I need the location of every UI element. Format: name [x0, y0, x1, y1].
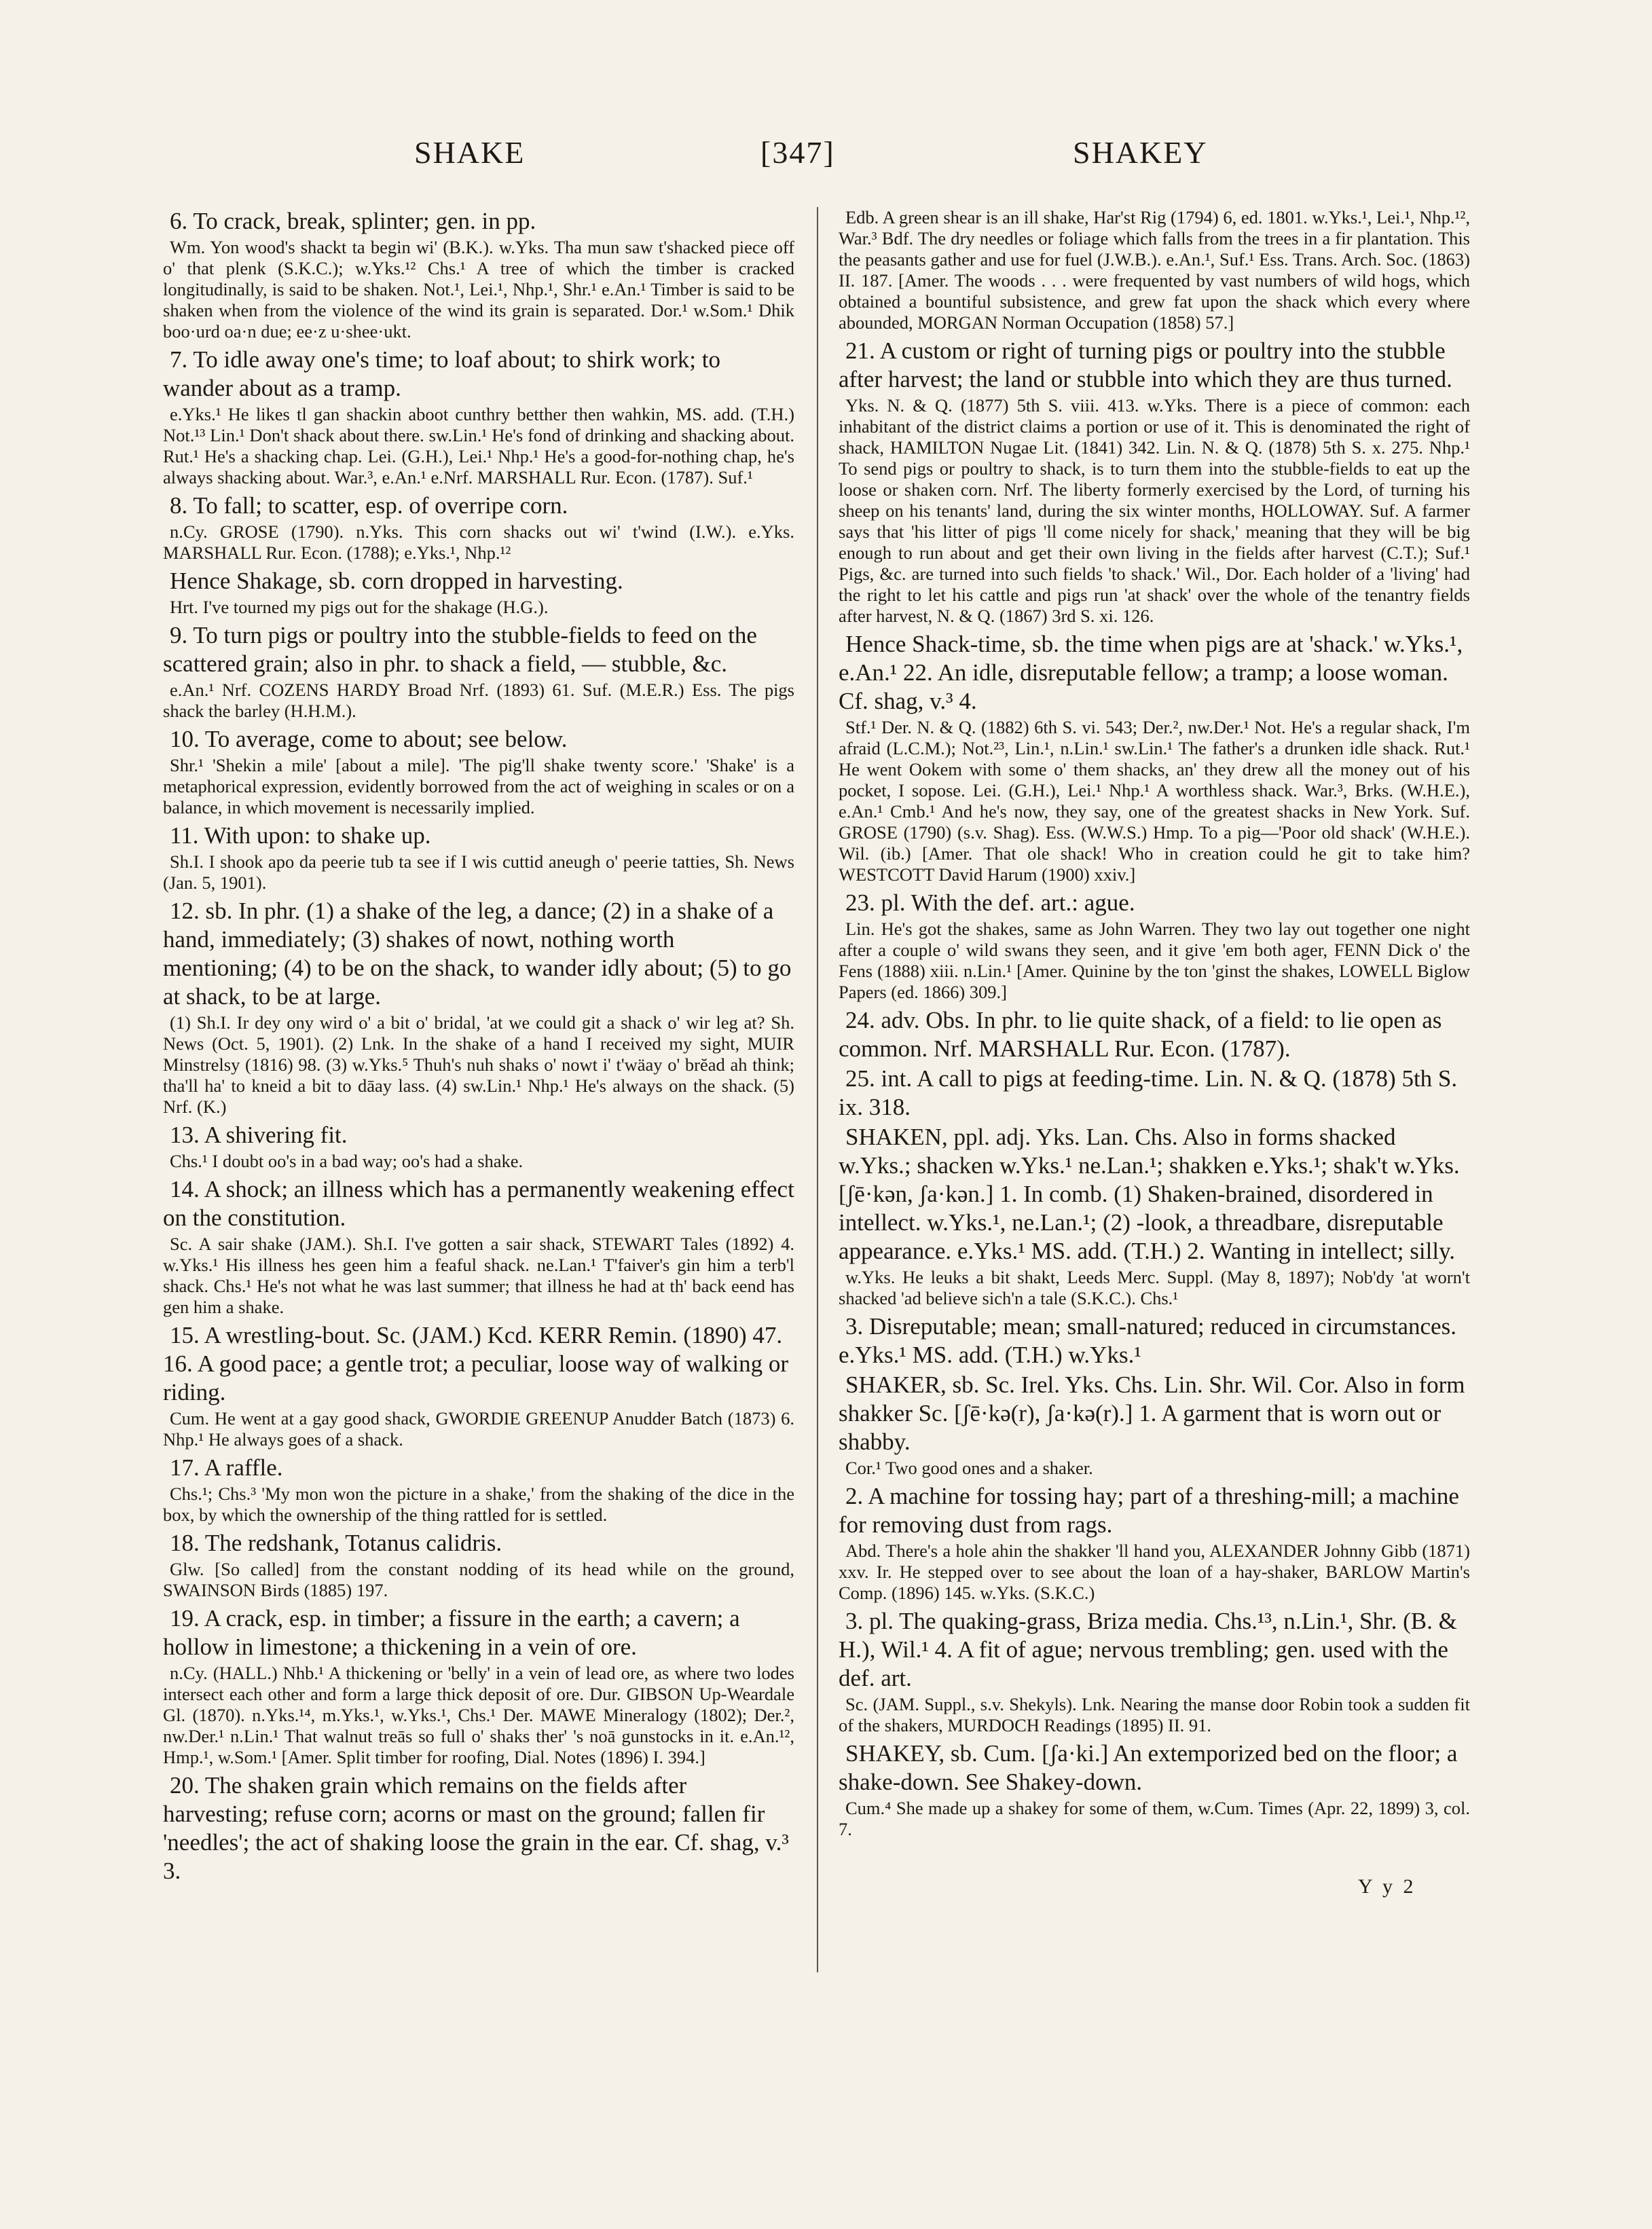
sense-paragraph: 19. A crack, esp. in timber; a fissure in the earth; a cavern; a hollow in limestone; a thickening in a vein of ore.: [163, 1605, 740, 1660]
sense-paragraph: 10. To average, come to about; see below.: [170, 726, 568, 752]
page-header: [0, 134, 1652, 189]
citation-paragraph: (1) Sh.I. Ir dey ony wird o' a bit o' bridal, 'at we could git a shack o' wir leg at? Sh. News (Oct. 5, 1901). (2) Lnk. In the shake of a hand I received my sight, MUIR Minstrelsy (1816) 98. (3) w.Yks.⁵ Thuh's nuh shaks o' nowt i' t'wäay o' brĕad ah think; tha'll ha' to kneid a bit to dāay lass. (4) sw.Lin.¹ Nhp.¹ He's always on the shack. (5) Nrf. (K.): [163, 1012, 794, 1117]
sense-paragraph: 15. A wrestling-bout. Sc. (JAM.) Kcd. KERR Remin. (1890) 47. 16. A good pace; a gentle trot; a peculiar, loose way of walking or riding.: [163, 1322, 788, 1405]
sense-paragraph: 23. pl. With the def. art.: ague.: [845, 889, 1135, 916]
left-column: [163, 207, 794, 2122]
sense-paragraph: 20. The shaken grain which remains on the fields after harvesting; refuse corn; acorns or mast on the ground; fallen fir 'needles'; the act of shaking loose the grain in the ear. Cf. shag, v.³ 3.: [163, 1772, 789, 1884]
page-number: [347]: [760, 135, 835, 170]
citation-paragraph: n.Cy. (HALL.) Nhb.¹ A thickening or 'belly' in a vein of lead ore, as where two lodes intersect each other and form a large thick deposit of ore. Dur. GIBSON Up-Weardale Gl. (1870). n.Yks.¹⁴, m.Yks.¹, w.Yks.¹, Chs.¹ Der. MAWE Mineralogy (1802); Der.², nw.Der.¹ n.Lin.¹ That walnut treās so full o' shaks ther' 's noā gunstocks in it. e.An.¹², Hmp.¹, w.Som.¹ [Amer. Split timber for roofing, Dial. Notes (1896) I. 394.]: [163, 1663, 794, 1767]
sense-paragraph: 9. To turn pigs or poultry into the stubble-fields to feed on the scattered grain; also in phr. to shack a field, — stubble, &c.: [163, 622, 757, 677]
citation-paragraph: Chs.¹ I doubt oo's in a bad way; oo's had a shake.: [170, 1151, 524, 1171]
citation-paragraph: Chs.¹; Chs.³ 'My mon won the picture in a shake,' from the shaking of the dice in the box, by which the ownership of the thing rattled for is settled.: [163, 1484, 794, 1525]
citation-paragraph: Cum.⁴ She made up a shakey for some of them, w.Cum. Times (Apr. 22, 1899) 3, col. 7.: [839, 1798, 1470, 1839]
citation-paragraph: Sc. A sair shake (JAM.). Sh.I. I've gotten a sair shack, STEWART Tales (1892) 4. w.Yks.¹ His illness hes geen him a feaful shack. ne.Lan.¹ T'faiver's gin him a terb'l shack. Chs.¹ He's not what he was last summer; that illness he had at th' back eend has gen him a shake.: [163, 1234, 794, 1317]
dictionary-columns: [163, 207, 1470, 2122]
citation-paragraph: Sc. (JAM. Suppl., s.v. Shekyls). Lnk. Nearing the manse door Robin took a sudden fit of the shakers, MURDOCH Readings (1895) II. 91.: [839, 1694, 1470, 1735]
citation-paragraph: Wm. Yon wood's shackt ta begin wi' (B.K.). w.Yks. Tha mun saw t'shacked piece off o' that plenk (S.K.C.); w.Yks.¹² Chs.¹ A tree of which the timber is cracked longitudinally, is said to be shaken. Not.¹, Lei.¹, Nhp.¹, Shr.¹ e.An.¹ Timber is said to be shaken when from the violence of the wind its grain is separated. Dor.¹ w.Som.¹ Dhik boo·urd oa·n due; ee·z u·shee·ukt.: [163, 237, 794, 342]
sense-paragraph: 2. A machine for tossing hay; part of a threshing-mill; a machine for removing dust from rags.: [839, 1483, 1459, 1538]
sense-paragraph: 24. adv. Obs. In phr. to lie quite shack, of a field: to lie open as common. Nrf. MARSHALL Rur. Econ. (1787).: [839, 1007, 1442, 1062]
citation-paragraph: Edb. A green shear is an ill shake, Har'st Rig (1794) 6, ed. 1801. w.Yks.¹, Lei.¹, Nhp.¹², War.³ Bdf. The dry needles or foliage which falls from the trees in a fir plantation. This the peasants gather and use for fuel (J.W.B.). e.An.¹, Suf.¹ Ess. Trans. Arch. Soc. (1863) II. 187. [Amer. The woods . . . were frequented by vast numbers of wild hogs, which obtained a bountiful subsistence, and grew fat upon the shack which every where abounded, MORGAN Norman Occupation (1858) 57.]: [839, 207, 1470, 333]
citation-paragraph: Shr.¹ 'Shekin a mile' [about a mile]. 'The pig'll shake twenty score.' 'Shake' is a metaphorical expression, evidently borrowed from the act of weighing in scales or on a balance, in which movement is necessarily implied.: [163, 755, 794, 817]
citation-paragraph: Sh.I. I shook apo da peerie tub ta see if I wis cuttid aneugh o' peerie tatties, Sh. News (Jan. 5, 1901).: [163, 851, 794, 893]
sense-paragraph: 7. To idle away one's time; to loaf about; to shirk work; to wander about as a tramp.: [163, 346, 720, 401]
headword-entry: SHAKEY, sb. Cum. [ʃa·ki.] An extemporized bed on the floor; a shake-down. See Shakey-down.: [839, 1740, 1458, 1795]
citation-paragraph: Abd. There's a hole ahin the shakker 'll hand you, ALEXANDER Johnny Gibb (1871) xxv. Ir. He stepped over to see about the loan of a hay-shaker, BARLOW Martin's Comp. (1896) 145. w.Yks. (S.K.C.): [839, 1541, 1470, 1603]
citation-paragraph: e.Yks.¹ He likes tl gan shackin aboot cunthry betther then wahkin, MS. add. (T.H.) Not.¹³ Lin.¹ Don't shack about there. sw.Lin.¹ He's fond of drinking and shacking about. Rut.¹ He's a shacking chap. Lei. (G.H.), Lei.¹ Nhp.¹ He's a good-for-nothing chap, he's always shacking about. War.³, e.An.¹ e.Nrf. MARSHALL Rur. Econ. (1787). Suf.¹: [163, 404, 794, 487]
sense-paragraph: 3. pl. The quaking-grass, Briza media. Chs.¹³, n.Lin.¹, Shr. (B. & H.), Wil.¹ 4. A fit of ague; nervous trembling; gen. used with the def. art.: [839, 1608, 1457, 1691]
running-headword-left: SHAKE: [414, 135, 526, 170]
sense-paragraph: 11. With upon: to shake up.: [170, 822, 431, 849]
citation-paragraph: Stf.¹ Der. N. & Q. (1882) 6th S. vi. 543; Der.², nw.Der.¹ Not. He's a regular shack, I'm afraid (L.C.M.); Not.²³, Lin.¹, n.Lin.¹ sw.Lin.¹ The father's a drunken idle shack. Rut.¹ He went Ookem with some o' them shacks, an' they drew all the money out of his pocket, I sopose. Lei. (G.H.), Lei.¹ Nhp.¹ A worthless shack. War.³, Brks. (W.H.E.), e.An.¹ Cmb.¹ And he's now, they say, one of the greatest shacks in New York. Suf. GROSE (1790) (s.v. Shag). Ess. (W.W.S.) Hmp. To a pig—'Poor old shack' (W.H.E.). Wil. (ib.) [Amer. That ole shack! Who in creation could he git to take him? WESTCOTT David Harum (1900) xxiv.]: [839, 717, 1470, 885]
citation-paragraph: n.Cy. GROSE (1790). n.Yks. This corn shacks out wi' t'wind (I.W.). e.Yks. MARSHALL Rur. Econ. (1788); e.Yks.¹, Nhp.¹²: [163, 521, 794, 563]
right-column: [839, 207, 1470, 2122]
sense-paragraph: Hence Shack-time, sb. the time when pigs are at 'shack.' w.Yks.¹, e.An.¹ 22. An idle, disreputable fellow; a tramp; a loose woman. Cf. shag, v.³ 4.: [839, 631, 1463, 714]
sense-paragraph: 3. Disreputable; mean; small-natured; reduced in circumstances. e.Yks.¹ MS. add. (T.H.) w.Yks.¹: [839, 1313, 1456, 1368]
citation-paragraph: Cum. He went at a gay good shack, GWORDIE GREENUP Anudder Batch (1873) 6. Nhp.¹ He always goes of a shack.: [163, 1408, 794, 1450]
citation-paragraph: Hrt. I've tourned my pigs out for the shakage (H.G.).: [170, 597, 549, 617]
sense-paragraph: 17. A raffle.: [170, 1454, 283, 1481]
sense-paragraph: 25. int. A call to pigs at feeding-time. Lin. N. & Q. (1878) 5th S. ix. 318.: [839, 1065, 1458, 1120]
sense-paragraph: 13. A shivering fit.: [170, 1122, 348, 1148]
running-headword-right: SHAKEY: [1073, 135, 1208, 170]
sense-paragraph: 6. To crack, break, splinter; gen. in pp.: [170, 208, 536, 234]
headword-entry: SHAKEN, ppl. adj. Yks. Lan. Chs. Also in forms shacked w.Yks.; shacken w.Yks.¹ ne.Lan.¹; shakken e.Yks.¹; shak't w.Yks. [ʃē·kən, ʃa·kən.] 1. In comb. (1) Shaken-brained, disordered in intellect. w.Yks.¹, ne.Lan.¹; (2) -look, a threadbare, disreputable appearance. e.Yks.¹ MS. add. (T.H.) 2. Wanting in intellect; silly.: [839, 1124, 1460, 1264]
sense-paragraph: 14. A shock; an illness which has a permanently weakening effect on the constitution.: [163, 1176, 794, 1231]
citation-paragraph: e.An.¹ Nrf. COZENS HARDY Broad Nrf. (1893) 61. Suf. (M.E.R.) Ess. The pigs shack the barley (H.H.M.).: [163, 680, 794, 721]
sense-paragraph: 21. A custom or right of turning pigs or poultry into the stubble after harvest; the land or stubble into which they are thus turned.: [839, 337, 1452, 392]
citation-paragraph: Cor.¹ Two good ones and a shaker.: [845, 1458, 1093, 1478]
citation-paragraph: Lin. He's got the shakes, same as John Warren. They two lay out together one night after a couple o' wild swans they seen, and it give 'em both ager, FENN Dick o' the Fens (1888) xiii. n.Lin.¹ [Amer. Quinine by the ton 'ginst the shakes, LOWELL Biglow Papers (ed. 1866) 309.]: [839, 919, 1470, 1002]
sense-paragraph: Hence Shakage, sb. corn dropped in harvesting.: [170, 568, 623, 594]
citation-paragraph: Yks. N. & Q. (1877) 5th S. viii. 413. w.Yks. There is a piece of common: each inhabitant of the district claims a portion or use of it. This is denominated the right of shack, HAMILTON Nugae Lit. (1841) 342. Lin. N. & Q. (1878) 5th S. x. 275. Nhp.¹ To send pigs or poultry to shack, is to turn them into the stubble-fields to eat up the loose or shaken corn. Nrf. The liberty formerly exercised by the Lord, of turning his sheep on his tenants' land, during the six winter months, HOLLOWAY. Suf. A farmer says that 'his litter of pigs 'll come nicely for shack,' meaning that they will be big enough to run about and get their own living in the fields after harvest (C.T.); Suf.¹ Pigs, &c. are turned into such fields 'to shack.' Wil., Dor. Each holder of a 'living' had the right to let his cattle and pigs run 'at shack' over the whole of the tenantry fields after harvest, N. & Q. (1867) 3rd S. xi. 126.: [839, 395, 1470, 626]
sense-paragraph: 12. sb. In phr. (1) a shake of the leg, a dance; (2) in a shake of a hand, immediately; (3) shakes of nowt, nothing worth mentioning; (4) to be on the shack, to wander idly about; (5) to go at shack, to be at large.: [163, 898, 792, 1010]
signature-mark: Y y 2: [1358, 1875, 1416, 1898]
citation-paragraph: w.Yks. He leuks a bit shakt, Leeds Merc. Suppl. (May 8, 1897); Nob'dy 'at worn't shacked 'ad believe sich'n a tale (S.K.C.). Chs.¹: [839, 1267, 1470, 1308]
sense-paragraph: 18. The redshank, Totanus calidris.: [170, 1530, 502, 1556]
sense-paragraph: 8. To fall; to scatter, esp. of overripe corn.: [170, 492, 568, 519]
headword-entry: SHAKER, sb. Sc. Irel. Yks. Chs. Lin. Shr. Wil. Cor. Also in form shakker Sc. [ʃē·kə(r), ʃa·kə(r).] 1. A garment that is worn out or shabby.: [839, 1371, 1465, 1455]
citation-paragraph: Glw. [So called] from the constant nodding of its head while on the ground, SWAINSON Birds (1885) 197.: [163, 1559, 794, 1600]
